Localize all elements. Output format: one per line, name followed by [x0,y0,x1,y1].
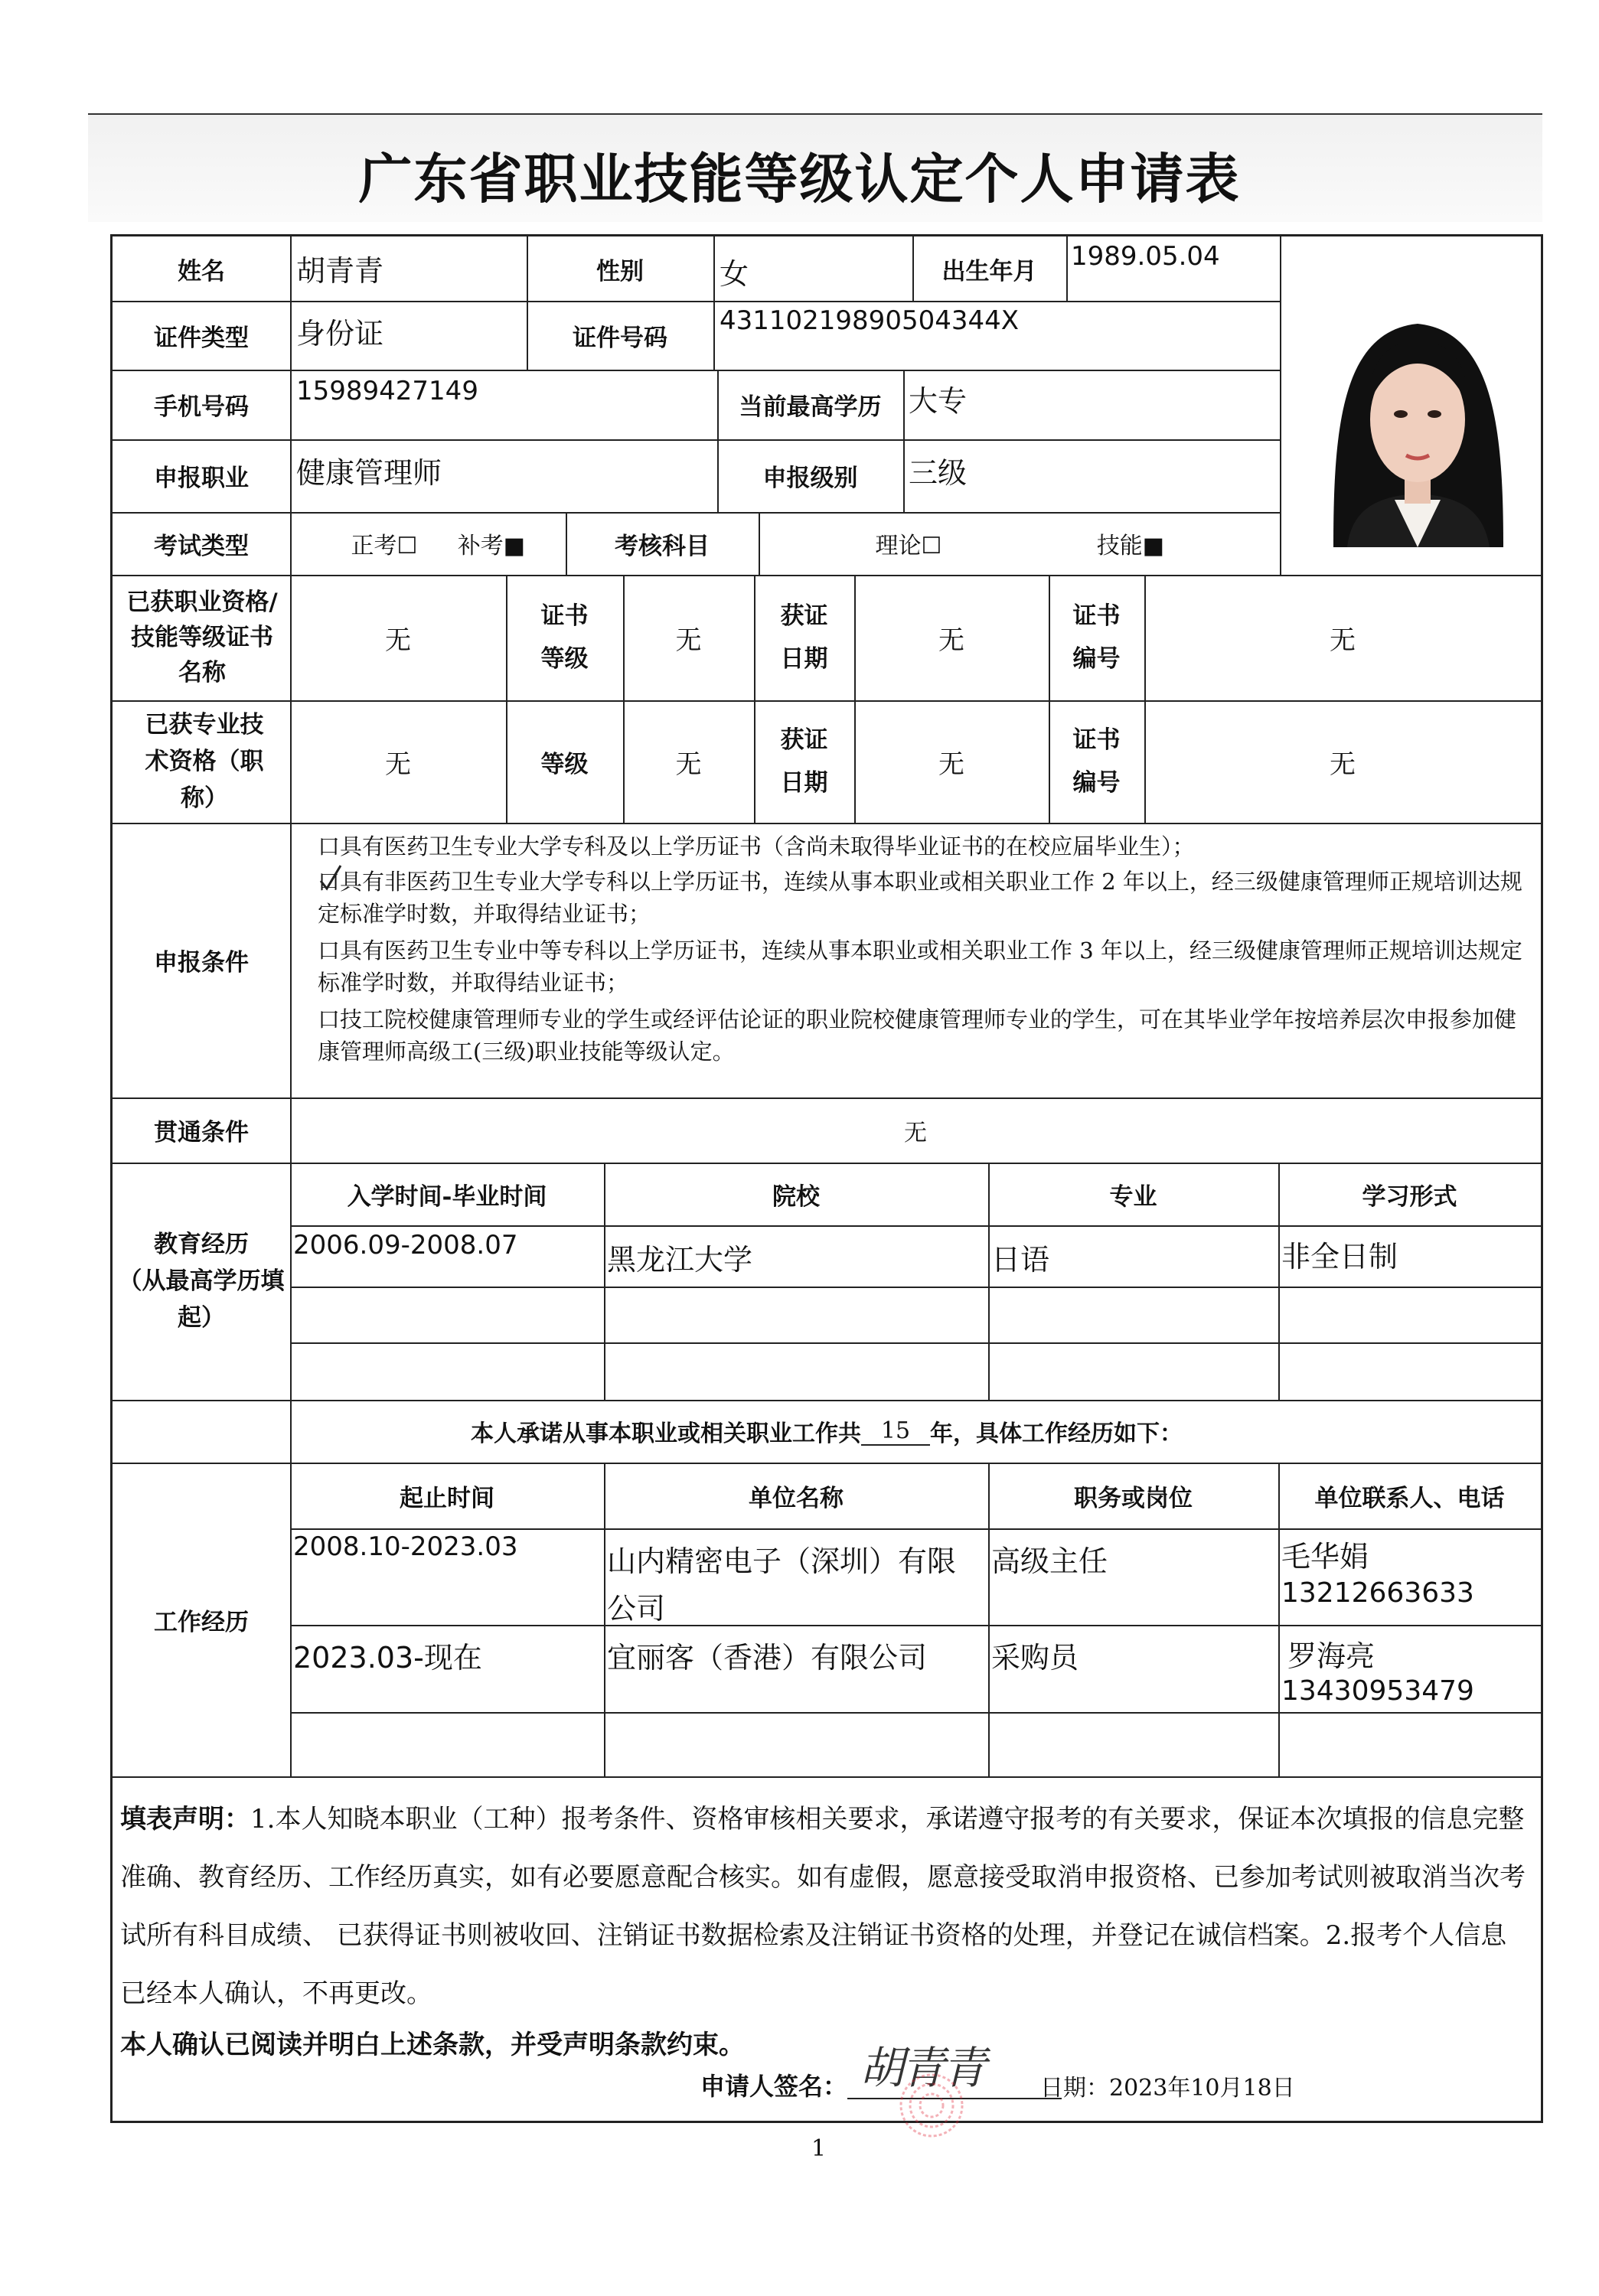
declaration [120,1790,1529,2023]
edu-row1-major: 日语 [991,1243,1050,1277]
value-title-name: 无 [385,748,411,780]
work-row1-company: 山内精密电子（深圳）有限公司 [607,1544,957,1626]
label-name: 姓名 [178,257,225,285]
label-cert-level: 证书等级 [540,602,589,673]
value-gender: 女 [720,257,749,291]
value-name: 胡青青 [296,254,384,288]
fingerprint-stamp [893,2067,970,2144]
label-prof-title: 已获专业技术资格（职称） [145,711,264,812]
commitment-suffix: 年，具体工作经历如下： [930,1420,1183,1447]
label-education: 当前最高学历 [739,393,882,421]
exam-makeup-checkbox[interactable]: 补考■ [457,533,526,559]
label-conditions: 申报条件 [154,949,249,977]
label-exam-type: 考试类型 [154,532,249,560]
label-obtain-date: 获证日期 [780,602,828,673]
value-cert-date: 无 [938,625,964,656]
label-edu [113,1163,290,1400]
declaration-label: 填表声明： [120,1804,250,1835]
work-header-company: 单位名称 [749,1484,844,1512]
edu-header-period: 入学时间-毕业时间 [347,1182,547,1211]
form-title: 广东省职业技能等级认定个人申请表 [358,148,1241,210]
edu-row1-period: 2006.09-2008.07 [293,1230,518,1261]
edu-row1-school: 黑龙江大学 [607,1243,753,1277]
work-row1-contact: 毛华娟 [1281,1540,1369,1574]
edu-header-school: 院校 [772,1182,820,1211]
label-cert-qual: 已获职业资格/技能等级证书名称 [126,589,278,687]
work-row2-contact: 罗海亮 [1287,1639,1375,1673]
value-cert-no: 无 [1330,625,1356,656]
label-grade: 等级 [540,750,589,778]
label-phone: 手机号码 [154,393,249,421]
condition-2: 口具有非医药卫生专业大学专科以上学历证书，连续从事本职业或相关职业工作 2 年以上，经三级健康管理师正规培训达规定标准学时数，并取得结业证书； [318,869,1522,927]
subject-theory-checkbox[interactable]: 理论☐ [875,533,942,559]
condition-4: 口技工院校健康管理师专业的学生或经评估论证的职业院校健康管理师专业的学生，可在其毕业学年按培养层次申报参加健康管理师高级工(三级)职业技能等级认定。 [318,1006,1517,1065]
work-row2-company: 宜丽客（香港）有限公司 [607,1641,928,1675]
declaration-text: 1.本人知晓本职业（工种）报考条件、资格审核相关要求，承诺遵守报考的有关要求，保证本次填报的信息完整准确、教育经历、工作经历真实，如有必要愿意配合核实。如有虚假，愿意接受取消申报资格、已参加考试则被取消当次考试所有科目成绩、 已获得证书则被收回、注销证书数据检索及注销证书资格的处理，并登记在诚信档案。2.报考个人信息已经本人确认，不再更改。 [120,1804,1526,2009]
label-title-no: 证书编号 [1072,726,1121,797]
application-form [110,234,1543,2123]
exam-regular-checkbox[interactable]: 正考☐ [351,533,418,559]
value-id-type: 身份证 [296,317,384,351]
value-title-date: 无 [938,748,964,780]
value-occupation: 健康管理师 [296,456,442,490]
label-level: 申报级别 [762,465,858,492]
signature: 胡青青 [860,2042,984,2094]
label-birth: 出生年月 [941,257,1037,285]
declaration-confirm: 本人确认已阅读并明白上述条款，并受声明条款约束。 [120,2030,745,2060]
condition-3: 口具有医药卫生专业中等专科以上学历证书，连续从事本职业或相关职业工作 3 年以上，经三级健康管理师正规培训达规定标准学时数，并取得结业证书； [318,938,1522,996]
label-edu-note: （从最高学历填起） [118,1267,285,1332]
work-header-contact: 单位联系人、电话 [1314,1484,1505,1512]
value-title-no: 无 [1330,748,1356,780]
work-header-period: 起止时间 [400,1484,494,1512]
label-connection: 贯通条件 [154,1119,249,1146]
subject-skill-checkbox[interactable]: 技能■ [1096,533,1165,559]
label-edu-title: 教育经历 [154,1231,249,1258]
page-number: 1 [811,2135,827,2162]
value-id-no: 43110219890504344X [720,305,1020,336]
label-exam-subject: 考核科目 [615,532,710,560]
commitment-years: 15 [861,1417,930,1446]
work-row1-position: 高级主任 [991,1544,1108,1578]
value-connection: 无 [904,1119,927,1146]
work-row2-phone: 13430953479 [1281,1675,1474,1707]
condition-1: 口具有医药卫生专业大学专科及以上学历证书（含尚未取得毕业证书的在校应届毕业生）； [318,833,1195,859]
value-cert-level: 无 [675,625,702,656]
work-row1-phone: 13212663633 [1281,1577,1474,1609]
edu-row1-mode: 非全日制 [1281,1240,1398,1274]
label-cert-no: 证书编号 [1072,602,1121,673]
label-title-date: 获证日期 [780,726,828,797]
value-cert-name: 无 [385,625,411,656]
edu-header-mode: 学习形式 [1362,1182,1457,1211]
work-row2-position: 采购员 [991,1641,1079,1675]
label-occupation: 申报职业 [154,465,249,492]
value-level: 三级 [909,456,968,490]
work-header-position: 职务或岗位 [1074,1484,1193,1512]
label-gender: 性别 [596,257,644,285]
edu-header-major: 专业 [1109,1182,1157,1211]
value-birth: 1989.05.04 [1071,241,1220,272]
signature-field [847,2042,1062,2099]
work-row2-period: 2023.03-现在 [293,1641,482,1675]
commitment-prefix: 本人承诺从事本职业或相关职业工作共 [471,1420,861,1447]
label-id-type: 证件类型 [154,324,249,352]
value-title-level: 无 [675,748,702,780]
value-phone: 15989427149 [296,376,478,406]
label-id-no: 证件号码 [573,324,667,352]
sign-date: 日期：2023年10月18日 [1040,2075,1295,2102]
checkmark-icon [318,863,348,893]
applicant-photo [1303,278,1532,547]
work-row1-period: 2008.10-2023.03 [293,1531,518,1562]
value-education: 大专 [909,384,968,418]
label-work: 工作经历 [154,1608,249,1636]
work-commitment [113,1400,1541,1463]
sign-label: 申请人签名： [700,2072,848,2101]
